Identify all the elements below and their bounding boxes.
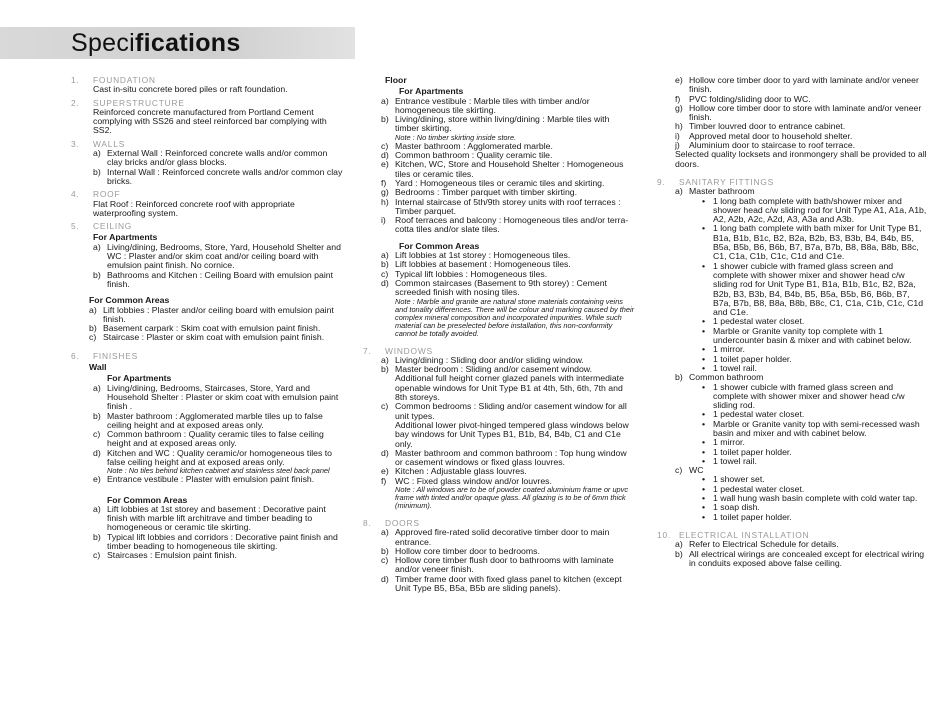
item-label: a) — [381, 250, 389, 261]
item-label: d) — [381, 277, 389, 288]
item-label: a) — [89, 304, 97, 315]
title-part-regular: Speci — [71, 29, 136, 57]
column-3 — [657, 76, 929, 568]
bullet-item — [657, 345, 929, 354]
section-title: ROOF — [93, 189, 121, 200]
list-item — [657, 76, 929, 95]
item-text: Common staircases (Basement to 9th storey) : Cement screeded finish with nosing tiles. — [395, 277, 607, 298]
section-title: FOUNDATION — [93, 75, 156, 85]
list-item — [71, 149, 343, 168]
item-label: a) — [675, 539, 683, 550]
item-label: d) — [381, 447, 389, 458]
item-text: Lift lobbies : Plaster and/or ceiling board with emulsion paint finish. — [103, 304, 334, 324]
list-item — [71, 306, 343, 325]
item-text: Hollow core timber door to store with laminate and/or veneer finish. — [689, 102, 922, 123]
item-label: g) — [675, 102, 683, 113]
section-title: SUPERSTRUCTURE — [93, 97, 185, 108]
subheading: Floor — [385, 75, 407, 85]
bullet-text: Marble or Granite vanity top complete with 1 undercounter basin & mixer and with cabinet below. — [713, 325, 912, 346]
bullet-icon: • — [702, 437, 706, 448]
item-text: WC — [689, 465, 704, 476]
bullet-icon: • — [702, 362, 706, 373]
item-text: Refer to Electrical Schedule for details. — [689, 539, 839, 550]
foundation-text: Cast in-situ concrete bored piles or raft foundation. — [93, 84, 288, 95]
section-title: CEILING — [93, 221, 133, 232]
item-label: d) — [381, 150, 389, 161]
item-label: b) — [381, 114, 389, 125]
bullet-item — [657, 224, 929, 261]
item-label: a) — [381, 354, 389, 365]
page-title — [71, 27, 241, 59]
item-label: c) — [381, 140, 389, 151]
item-text: Additional lower pivot-hinged tempered glass windows below bay windows for Unit Types B1, B1b, B4, B4b, C1 and C1e only. — [395, 419, 629, 449]
item-text: Living/dining, store within living/dining : Marble tiles with timber skirting. — [395, 114, 610, 134]
item-label: g) — [381, 187, 389, 198]
bullet-icon: • — [702, 493, 706, 504]
item-label: e) — [675, 75, 683, 85]
item-text: Kitchen : Adjustable glass louvres. — [395, 466, 527, 477]
item-label: f) — [381, 177, 387, 188]
item-label: a) — [93, 148, 101, 159]
list-item — [363, 528, 635, 547]
item-label: h) — [381, 196, 389, 207]
item-text: Staircases : Emulsion paint finish. — [107, 550, 237, 561]
item-label: c) — [89, 332, 97, 343]
list-item — [363, 556, 635, 575]
doors-closing-text: Selected quality locksets and ironmongery shall be provided to all doors. — [675, 149, 927, 169]
note: Note : Marble and granite are natural stone materials containing veins and tonality differences. There will be colour and marking caused by their complex mineral composition and incorporated impurities. While such material can be preselected before installation, this non-conformity cannot be totally avoided. — [395, 296, 635, 338]
subheading: For Apartments — [399, 86, 464, 97]
superstructure-text: Reinforced concrete manufactured from Portland Cement complying with SS26 and steel reinforced bar complying with SS2. — [93, 106, 327, 136]
item-label: d) — [381, 573, 389, 584]
bullet-text: 1 shower cubicle with framed glass screen and complete with shower mixer and shower head c/w sliding rod. — [713, 381, 905, 411]
bullet-item — [657, 438, 929, 447]
list-item — [657, 550, 929, 569]
item-text: Master bathroom — [689, 186, 755, 197]
bullet-text: 1 shower cubicle with framed glass screen and complete with shower mixer and shower head c/w sliding rod for Unit Type B1, B1a, B1b, B1c, B2, B2a, B2b, B3, B3b, B4, B4b, B5, B5a, B5b, B6, B6b, B7, B7a, B7b, B8, B8a, B8b, B8c, C1, C1a, C1b, C1c, C1d and C1e. — [713, 260, 924, 318]
list-item — [657, 104, 929, 123]
subheading: For Common Areas — [89, 295, 170, 306]
roof-text: Flat Roof : Reinforced concrete roof with appropriate waterproofing system. — [93, 198, 295, 218]
list-item — [71, 384, 343, 412]
item-label: b) — [381, 259, 389, 270]
item-text: Common bedrooms : Sliding and/or casement window for all unit types. — [395, 401, 627, 421]
list-item — [363, 402, 635, 421]
item-text: Aluminium door to staircase to roof terrace. — [689, 140, 856, 151]
bullet-icon: • — [702, 455, 706, 466]
list-item — [71, 168, 343, 187]
list-item — [71, 449, 343, 468]
item-label: i) — [675, 130, 680, 141]
item-label: c) — [93, 429, 101, 440]
section-title: WINDOWS — [385, 345, 433, 356]
section-number: 5. — [71, 221, 80, 232]
bullet-text: 1 pedestal water closet. — [713, 316, 805, 327]
item-text: PVC folding/sliding door to WC. — [689, 93, 811, 104]
item-text: Lift lobbies at basement : Homogeneous tiles. — [395, 259, 571, 270]
note: Note : No timber skirting inside store. — [395, 132, 517, 142]
subheading: For Common Areas — [399, 240, 480, 251]
item-label: a) — [93, 382, 101, 393]
bullet-icon: • — [702, 353, 706, 364]
list-item — [363, 449, 635, 468]
list-item — [657, 141, 929, 150]
list-item — [71, 271, 343, 290]
item-label: a) — [381, 95, 389, 106]
item-text: Approved fire-rated solid decorative timber door to main entrance. — [395, 527, 610, 547]
list-item — [71, 533, 343, 552]
section-number: 1. — [71, 75, 80, 85]
item-text: Lift lobbies at 1st storey : Homogeneous tiles. — [395, 250, 571, 261]
list-item-continued — [363, 374, 635, 402]
item-label: e) — [381, 159, 389, 170]
item-label: f) — [675, 93, 681, 104]
title-part-bold: fications — [135, 29, 241, 57]
item-label: c) — [381, 555, 389, 566]
bullet-icon: • — [702, 474, 706, 485]
item-label: c) — [381, 268, 389, 279]
bullet-icon: • — [702, 381, 706, 392]
item-text: Lift lobbies at 1st storey and basement : Decorative paint finish with marble lift architrave and timber beading to homogeneous or ceramic tile skirting. — [107, 503, 326, 533]
item-label: d) — [93, 447, 101, 458]
item-text: Kitchen, WC, Store and Household Shelter : Homogeneous tiles or ceramic tiles. — [395, 159, 624, 179]
bullet-icon: • — [702, 195, 706, 206]
section-number: 3. — [71, 138, 80, 149]
section-title: FINISHES — [93, 350, 139, 361]
section-title: DOORS — [385, 517, 420, 528]
bullet-item — [657, 503, 929, 512]
item-label: b) — [93, 166, 101, 177]
bullet-text: 1 mirror. — [713, 344, 745, 355]
item-text: Staircase : Plaster or skim coat with emulsion paint finish. — [103, 332, 325, 343]
list-item — [363, 477, 635, 486]
item-label: a) — [93, 241, 101, 252]
section-number: 4. — [71, 189, 80, 200]
bullet-icon: • — [702, 316, 706, 327]
bullet-text: 1 shower set. — [713, 474, 765, 485]
item-text: Timber frame door with fixed glass panel to kitchen (except Unit Type B5, B5a, B5b are sliding panels). — [395, 573, 622, 594]
bullet-text: 1 pedestal water closet. — [713, 483, 805, 494]
list-item — [71, 475, 343, 484]
note: Note : All windows are to be of powder coated aluminium frame or upvc frame with tinted and/or opaque glass. All glazing is to be of 6mm thick (minimum). — [395, 484, 629, 510]
item-text: Master bedroom : Sliding and/or casement window. — [395, 364, 593, 375]
bullet-item — [657, 383, 929, 411]
list-item — [363, 115, 635, 134]
item-text: Bathrooms and Kitchen : Ceiling Board with emulsion paint finish. — [107, 269, 333, 289]
item-label: b) — [675, 372, 683, 383]
item-text: Entrance vestibule : Plaster with emulsion paint finish. — [107, 474, 315, 485]
section-title: ELECTRICAL INSTALLATION — [679, 529, 810, 540]
bullet-text: 1 soap dish. — [713, 502, 760, 513]
bullet-text: 1 towel rail. — [713, 362, 757, 373]
list-item — [363, 216, 635, 235]
item-label: j) — [675, 140, 680, 151]
section-number: 7. — [363, 345, 372, 356]
bullet-icon: • — [702, 409, 706, 420]
list-item — [71, 430, 343, 449]
list-item — [71, 412, 343, 431]
section-title: WALLS — [93, 138, 126, 149]
item-text: Hollow core timber flush door to bathrooms with laminate and/or veneer finish. — [395, 555, 614, 575]
list-item — [363, 160, 635, 179]
list-item-continued — [363, 421, 635, 449]
item-text: Hollow core timber door to yard with laminate and/or veneer finish. — [689, 75, 919, 95]
bullet-text: 1 toilet paper holder. — [713, 353, 792, 364]
item-text: All electrical wirings are concealed except for electrical wiring in conduits exposed above false ceiling. — [689, 548, 925, 568]
item-label: a) — [381, 527, 389, 538]
bullet-text: 1 toilet paper holder. — [713, 511, 792, 522]
item-label: i) — [381, 215, 386, 226]
item-label: a) — [675, 186, 683, 197]
list-item — [71, 505, 343, 533]
bullet-icon: • — [702, 325, 706, 336]
item-text: External Wall : Reinforced concrete walls and/or common clay bricks and/or glass blocks. — [107, 148, 328, 168]
list-item — [657, 466, 929, 475]
subheading: Wall — [89, 362, 107, 373]
section-number: 8. — [363, 517, 372, 528]
column-1 — [71, 76, 343, 561]
bullet-icon: • — [702, 446, 706, 457]
item-label: e) — [381, 466, 389, 477]
item-text: Entrance vestibule : Marble tiles with timber and/or homogeneous tile skirting. — [395, 95, 590, 115]
item-text: Bedrooms : Timber parquet with timber skirting. — [395, 187, 578, 198]
item-label: e) — [93, 474, 101, 485]
list-item — [71, 551, 343, 560]
bullet-text: 1 long bath complete with bath/shower mixer and shower head c/w sliding rod for Unit Type A1, A1a, A1b, A2, A2b, A2c, A2d, A3, A3a and A3b. — [713, 195, 927, 225]
item-label: f) — [381, 475, 387, 486]
section-ceiling-heading — [71, 222, 343, 231]
bullet-text: 1 pedestal water closet. — [713, 409, 805, 420]
section-finishes-heading — [71, 352, 343, 361]
item-text: WC : Fixed glass window and/or louvres. — [395, 475, 552, 486]
item-label: c) — [381, 401, 389, 412]
item-text: Living/dining, Bedrooms, Staircases, Store, Yard and Household Shelter : Plaster or skim coat with emulsion paint finish . — [107, 382, 339, 412]
item-text: Additional full height corner glazed panels with intermediate openable windows for Unit Type B1 at 4th, 5th, 6th, 7th and 8th storeys. — [395, 373, 624, 403]
bullet-item — [657, 262, 929, 318]
item-text: Living/dining : Sliding door and/or sliding window. — [395, 354, 584, 365]
bullet-item — [657, 448, 929, 457]
item-label: a) — [93, 503, 101, 514]
section-number: 2. — [71, 97, 80, 108]
bullet-text: 1 long bath complete with bath mixer for Unit Type B1, B1a, B1b, B1c, B2, B2a, B2b, B3, B3b, B4, B4b, B5, B5a, B5b, B6, B6b, B7, B7a, B7b, B8, B8a, B8b, B8c, C1, C1a, C1b, C1c, C1d and C1e. — [713, 223, 922, 262]
note: Note : No tiles behind kitchen cabinet and stainless steel back panel — [107, 466, 330, 476]
bullet-item — [657, 513, 929, 522]
list-item — [363, 279, 635, 298]
item-text: Living/dining, Bedrooms, Store, Yard, Household Shelter and WC : Plaster and/or skim coat and/or ceiling board with emulsion paint finish. No cornice. — [107, 241, 341, 271]
item-label: c) — [93, 550, 101, 561]
item-text: Basement carpark : Skim coat with emulsion paint finish. — [103, 323, 321, 334]
bullet-icon: • — [702, 502, 706, 513]
bullet-icon: • — [702, 344, 706, 355]
bullet-item — [657, 197, 929, 225]
bullet-item — [657, 420, 929, 439]
item-text: Yard : Homogeneous tiles or ceramic tiles and skirting. — [395, 177, 605, 188]
item-label: b) — [89, 323, 97, 334]
item-label: b) — [93, 410, 101, 421]
bullet-icon: • — [702, 418, 706, 429]
bullet-icon: • — [702, 223, 706, 234]
item-text: Roof terraces and balcony : Homogeneous tiles and/or terra-cotta tiles and/or slate tiles. — [395, 215, 629, 235]
list-item — [363, 97, 635, 116]
item-text: Typical lift lobbies : Homogeneous tiles. — [395, 268, 548, 279]
bullet-item — [657, 494, 929, 503]
bullet-text: 1 mirror. — [713, 437, 745, 448]
section-title: SANITARY FITTINGS — [679, 176, 775, 187]
item-text: Master bathroom : Agglomerated marble tiles up to false ceiling height and at exposed areas only. — [107, 410, 323, 430]
list-item — [363, 575, 635, 594]
section-number: 10. — [657, 529, 672, 540]
item-label: b) — [675, 548, 683, 559]
item-text: Timber louvred door to entrance cabinet. — [689, 121, 846, 132]
list-item — [71, 243, 343, 271]
item-label: b) — [381, 545, 389, 556]
column-2 — [363, 76, 635, 593]
item-text: Common bathroom : Quality ceramic tiles to false ceiling height and at exposed areas only. — [107, 429, 324, 449]
subheading: For Apartments — [93, 232, 158, 243]
bullet-item — [657, 327, 929, 346]
subheading: For Common Areas — [107, 494, 188, 505]
item-text: Master bathroom and common bathroom : Top hung window or casement windows or fixed glass louvres. — [395, 447, 627, 468]
item-label: b) — [93, 531, 101, 542]
subheading: For Apartments — [107, 373, 172, 384]
bullet-icon: • — [702, 483, 706, 494]
item-text: Typical lift lobbies and corridors : Decorative paint finish and timber beading to homogeneous tile skirting. — [107, 531, 338, 552]
list-item — [71, 333, 343, 342]
bullet-item — [657, 355, 929, 364]
item-label: b) — [93, 269, 101, 280]
list-item — [363, 198, 635, 217]
section-number: 6. — [71, 350, 80, 361]
item-label: h) — [675, 121, 683, 132]
item-text: Master bathroom : Agglomerated marble. — [395, 140, 553, 151]
section-number: 9. — [657, 176, 666, 187]
bullet-text: 1 wall hung wash basin complete with cold water tap. — [713, 493, 918, 504]
item-text: Common bathroom : Quality ceramic tile. — [395, 150, 553, 161]
item-text: Internal Wall : Reinforced concrete walls and/or common clay bricks. — [107, 166, 343, 186]
bullet-text: Marble or Granite vanity top with semi-recessed wash basin and mixer and with cabinet below. — [713, 418, 920, 438]
item-label: c) — [675, 465, 683, 476]
bullet-text: 1 towel rail. — [713, 455, 757, 466]
item-text: Internal staircase of 5th/9th storey units with roof terraces : Timber parquet. — [395, 196, 621, 216]
bullet-icon: • — [702, 511, 706, 522]
item-text: Common bathroom — [689, 372, 764, 383]
bullet-icon: • — [702, 260, 706, 271]
item-text: Hollow core timber door to bedrooms. — [395, 545, 540, 556]
bullet-text: 1 toilet paper holder. — [713, 446, 792, 457]
item-label: b) — [381, 364, 389, 375]
item-text: Kitchen and WC : Quality ceramic/or homogeneous tiles to false ceiling height and at exposed areas only. — [107, 447, 333, 467]
item-text: Approved metal door to household shelter. — [689, 130, 853, 141]
